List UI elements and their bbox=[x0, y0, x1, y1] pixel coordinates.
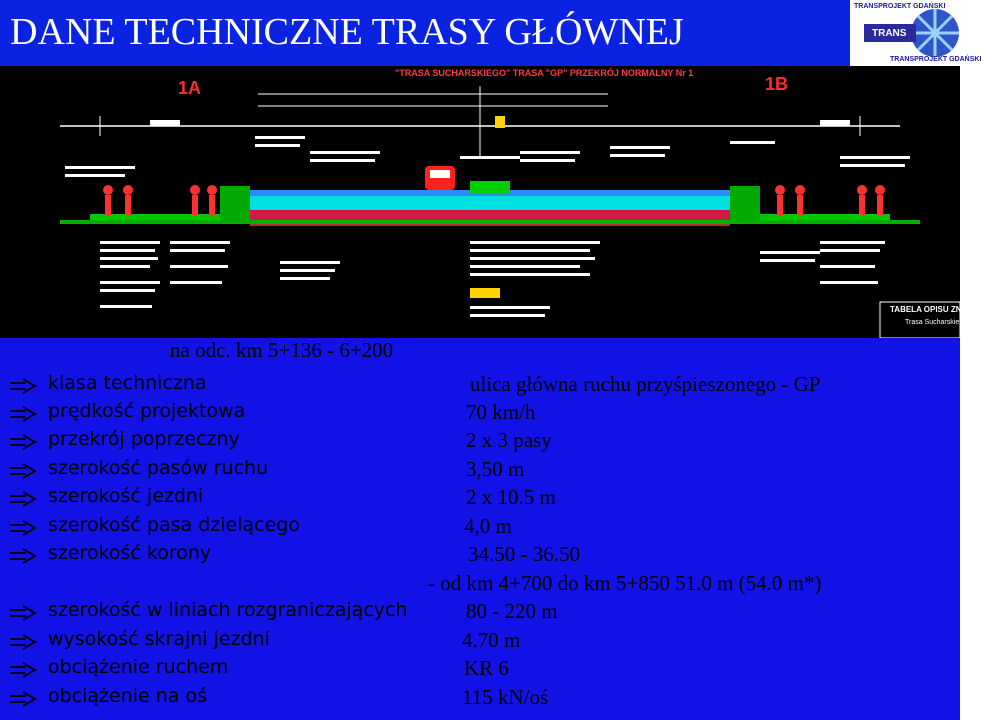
double-arrow-icon bbox=[9, 634, 37, 650]
drawing-heading: "TRASA SUCHARSKIEGO" TRASA "GP" PRZEKRÓJ NORMALNY Nr 1 bbox=[395, 68, 694, 78]
spec-row bbox=[0, 599, 960, 627]
spec-row bbox=[0, 514, 960, 542]
page-title: DANE TECHNICZNE TRASY GŁÓWNEJ bbox=[10, 11, 684, 53]
double-arrow-icon bbox=[9, 548, 37, 564]
double-arrow-icon bbox=[9, 434, 37, 450]
specs-panel bbox=[0, 338, 960, 720]
spec-label: szerokość pasa dzielącego bbox=[48, 514, 300, 536]
company-logo bbox=[850, 0, 981, 66]
spec-label: szerokość pasów ruchu bbox=[48, 457, 269, 479]
spec-label: obciążenie ruchem bbox=[48, 656, 229, 678]
double-arrow-icon bbox=[9, 463, 37, 479]
spec-row bbox=[0, 400, 960, 428]
spec-value: 80 - 220 m bbox=[466, 599, 558, 623]
spec-label: przekrój poprzeczny bbox=[48, 428, 240, 450]
cross-section-graphic bbox=[0, 66, 979, 338]
marker-1a: 1A bbox=[178, 78, 202, 98]
spec-row bbox=[0, 485, 960, 513]
spec-value: 70 km/h bbox=[466, 400, 536, 424]
double-arrow-icon bbox=[9, 520, 37, 536]
spec-row bbox=[0, 428, 960, 456]
spec-label: prędkość projektowa bbox=[48, 400, 246, 422]
spec-row bbox=[0, 457, 960, 485]
spec-label: szerokość jezdni bbox=[48, 485, 204, 507]
spec-value: 2 x 3 pasy bbox=[466, 428, 552, 452]
spec-row bbox=[0, 685, 960, 713]
spec-value: 3,50 m bbox=[466, 457, 525, 481]
spec-value: ulica główna ruchu przyśpieszonego - GP bbox=[470, 372, 821, 396]
double-arrow-icon bbox=[9, 662, 37, 678]
note-row bbox=[0, 571, 960, 599]
spec-value: 115 kN/oś bbox=[462, 685, 549, 709]
spec-label: szerokość korony bbox=[48, 542, 212, 564]
spec-label: klasa techniczna bbox=[48, 372, 207, 394]
logo-top-text: TRANSPROJEKT GDAŃSKI bbox=[854, 3, 946, 10]
spec-value: 2 x 10.5 m bbox=[466, 485, 556, 509]
spec-value: 4,0 m bbox=[464, 514, 512, 538]
logo-bottom-text: TRANSPROJEKT GDAŃSKI bbox=[890, 56, 981, 63]
table-sublabel: Trasa Sucharskiego bbox=[905, 319, 967, 326]
spec-row bbox=[0, 372, 960, 400]
spec-row bbox=[0, 656, 960, 684]
spec-label: wysokość skrajni jezdni bbox=[48, 628, 270, 650]
double-arrow-icon bbox=[9, 406, 37, 422]
spec-value: KR 6 bbox=[464, 656, 509, 680]
cross-section-drawing bbox=[0, 66, 979, 338]
section-range-label: na odc. km 5+136 - 6+200 bbox=[170, 338, 394, 362]
spec-row bbox=[0, 628, 960, 656]
width-note: - od km 4+700 do km 5+850 51.0 m (54.0 m*) bbox=[428, 571, 822, 595]
double-arrow-icon bbox=[9, 378, 37, 394]
title-bar bbox=[0, 0, 850, 66]
double-arrow-icon bbox=[9, 605, 37, 621]
table-label: TABELA OPISU ZNAKU bbox=[890, 305, 979, 314]
double-arrow-icon bbox=[9, 491, 37, 507]
marker-1b: 1B bbox=[765, 74, 789, 94]
spec-value: 34.50 - 36.50 bbox=[468, 542, 580, 566]
spec-row bbox=[0, 542, 960, 570]
spec-value: 4.70 m bbox=[462, 628, 521, 652]
logo-brand-text: TRANS bbox=[872, 28, 907, 39]
spec-label: obciążenie na oś bbox=[48, 685, 208, 707]
double-arrow-icon bbox=[9, 691, 37, 707]
spec-label: szerokość w liniach rozgraniczających bbox=[48, 599, 408, 621]
